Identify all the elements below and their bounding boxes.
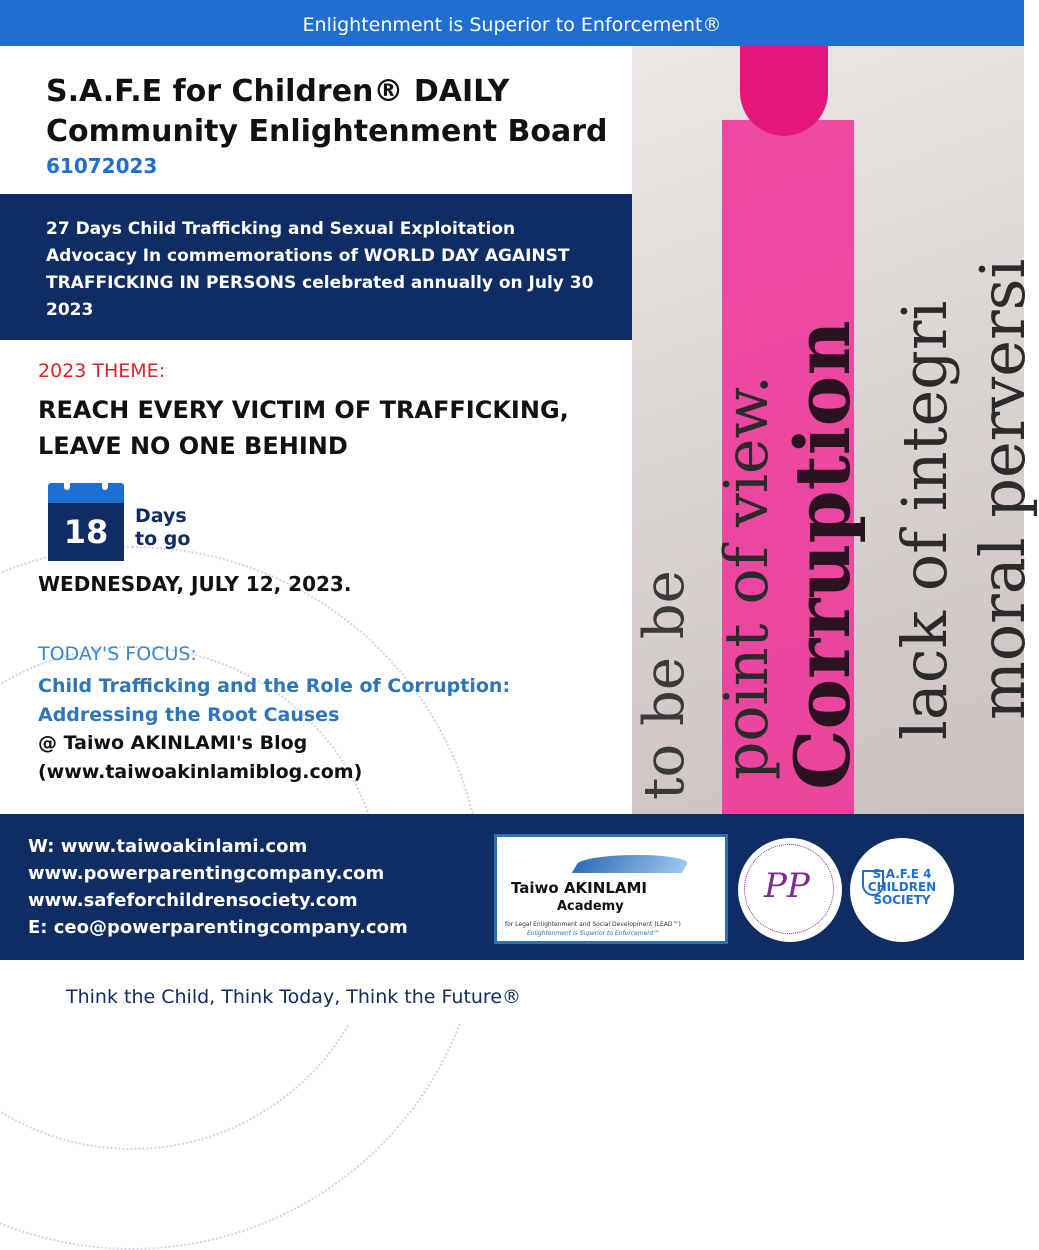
safe-society-logo: [850, 838, 954, 942]
photo-word: moral perversi: [966, 258, 1039, 720]
academy-logo: [494, 834, 728, 944]
focus-text: Child Trafficking and the Role of Corruption: Addressing the Root Causes: [38, 675, 511, 726]
advocacy-text: 27 Days Child Trafficking and Sexual Exploitation Advocacy In commemorations of WORLD DAY AGAINST TRAFFICKING IN PERSONS celebrated annually on July 30 2023: [46, 219, 594, 320]
days-word: Days: [135, 505, 187, 527]
banner-text: Enlightenment is Superior to Enforcement®: [302, 14, 722, 36]
contact-website-2[interactable]: www.powerparentingcompany.com: [28, 863, 385, 884]
date-text: WEDNESDAY, JULY 12, 2023.: [38, 572, 352, 596]
calendar-header: [48, 483, 124, 503]
focus-label: TODAY'S FOCUS:: [38, 643, 197, 665]
calendar-ring: [64, 478, 70, 490]
page-title-line2: Community Enlightenment Board: [46, 114, 608, 149]
marker-tip: [740, 46, 828, 136]
countdown-label: [135, 505, 190, 551]
academy-line: for Legal Enlightenment and Social Development (LEAD™): [505, 921, 681, 928]
pp-mark: PP: [764, 866, 810, 906]
footer-slogan: Think the Child, Think Today, Think the Future®: [66, 986, 522, 1008]
blog-name: @ Taiwo AKINLAMI's Blog: [38, 732, 308, 754]
to-go-word: to go: [135, 528, 191, 550]
photo-word: to be be: [632, 570, 697, 800]
academy-slogan: Enlightenment is Superior to Enforcement™: [527, 930, 660, 937]
safe-title: S.A.F.E 4 CHILDREN SOCIETY: [867, 867, 937, 907]
contact-website[interactable]: W: www.taiwoakinlami.com: [28, 836, 308, 857]
photo-word-corruption: Corruption: [778, 320, 867, 790]
top-banner: [0, 0, 1024, 46]
theme-label: 2023 THEME:: [38, 360, 166, 382]
swoosh-icon: [572, 855, 692, 873]
page-title-line1: S.A.F.E for Children® DAILY: [46, 74, 510, 109]
power-parenting-logo: [738, 838, 842, 942]
board-id: 61072023: [46, 154, 158, 178]
academy-name: Taiwo AKINLAMI: [511, 879, 647, 897]
photo-word: lack of integri: [888, 300, 961, 740]
theme-text: REACH EVERY VICTIM OF TRAFFICKING, LEAVE NO ONE BEHIND: [38, 396, 569, 460]
photo-word: point of view.: [712, 375, 782, 780]
contact-website-3[interactable]: www.safeforchildrensociety.com: [28, 890, 358, 911]
calendar-icon: [48, 483, 124, 561]
countdown-number: 18: [48, 503, 124, 561]
contact-email[interactable]: E: ceo@powerparentingcompany.com: [28, 917, 408, 938]
blog-url-link[interactable]: (www.taiwoakinlamiblog.com): [38, 761, 363, 783]
academy-sub: Academy: [557, 899, 624, 914]
calendar-ring: [102, 478, 108, 490]
